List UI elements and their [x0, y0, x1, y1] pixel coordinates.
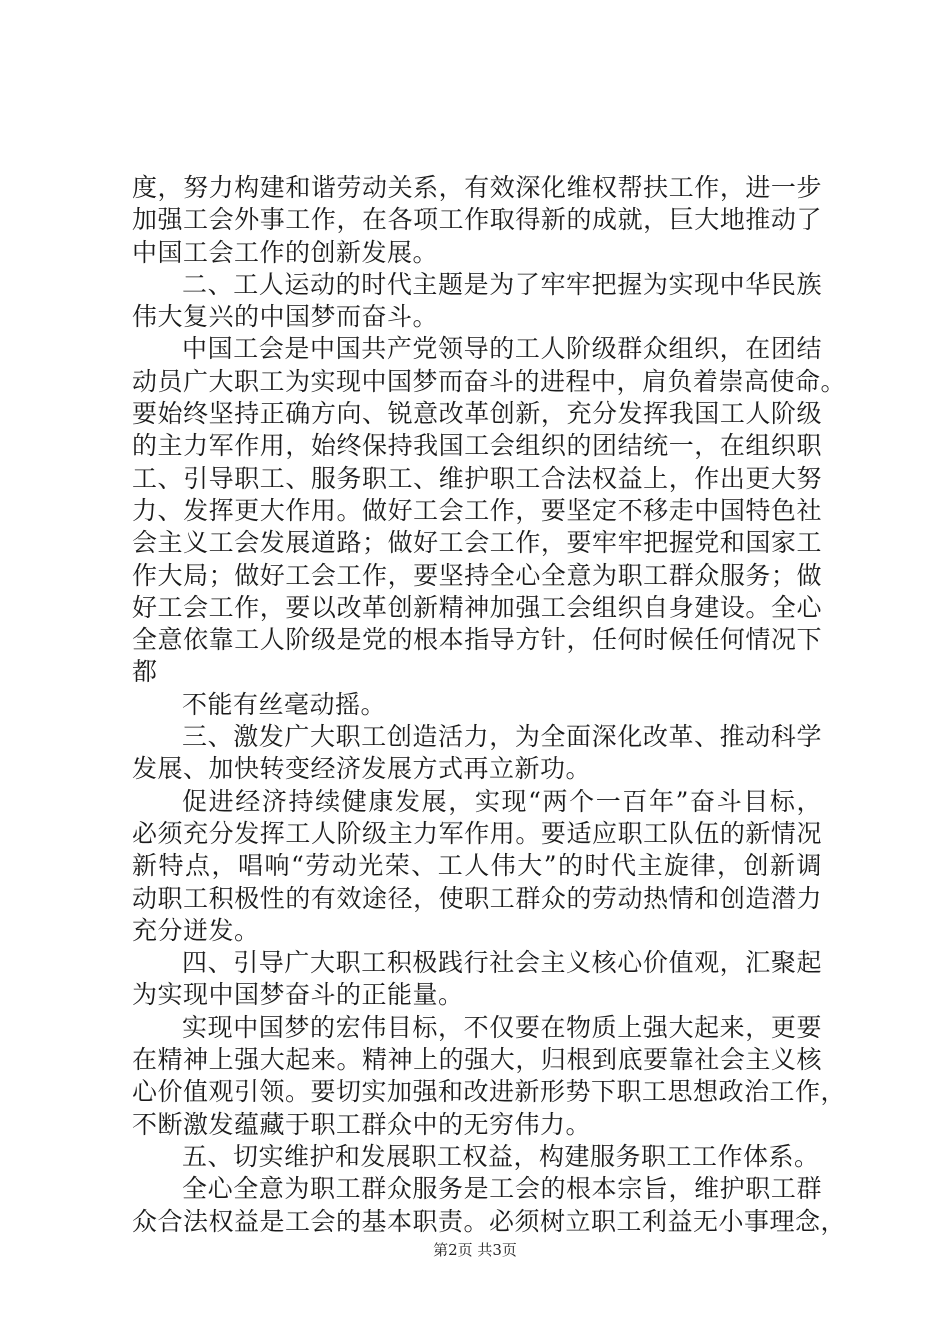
text-line: 作大局；做好工会工作，要坚持全心全意为职工群众服务；做	[132, 560, 822, 590]
text-line: 伟大复兴的中国梦而奋斗。	[132, 302, 439, 332]
text-line: 力、发挥更大作用。做好工会工作，要坚定不移走中国特色社	[132, 495, 822, 525]
text-line: 都	[132, 657, 158, 687]
text-line: 好工会工作，要以改革创新精神加强工会组织自身建设。全心	[132, 592, 822, 622]
text-line: 众合法权益是工会的基本职责。必须树立职工利益无小事理念，	[132, 1206, 847, 1236]
text-line: 动员广大职工为实现中国梦而奋斗的进程中，肩负着崇高使命。	[132, 366, 847, 396]
text-line: 必须充分发挥工人阶级主力军作用。要适应职工队伍的新情况	[132, 818, 822, 848]
text-line: 不能有丝毫动摇。	[182, 689, 387, 719]
text-line: 为实现中国梦奋斗的正能量。	[132, 980, 464, 1010]
text-line: 实现中国梦的宏伟目标，不仅要在物质上强大起来，更要	[182, 1012, 822, 1042]
text-line: 四、引导广大职工积极践行社会主义核心价值观，汇聚起	[182, 948, 822, 978]
text-line: 中国工会是中国共产党领导的工人阶级群众组织，在团结	[182, 334, 822, 364]
text-line: 要始终坚持正确方向、锐意改革创新，充分发挥我国工人阶级	[132, 399, 822, 429]
text-line: 心价值观引领。要切实加强和改进新形势下职工思想政治工作，	[132, 1077, 847, 1107]
text-line: 中国工会工作的创新发展。	[132, 237, 439, 267]
text-line: 二、工人运动的时代主题是为了牢牢把握为实现中华民族	[182, 269, 822, 299]
text-line: 在精神上强大起来。精神上的强大，归根到底要靠社会主义核	[132, 1045, 822, 1075]
document-body	[132, 172, 847, 1238]
text-line: 工、引导职工、服务职工、维护职工合法权益上，作出更大努	[132, 463, 822, 493]
text-line: 促进经济持续健康发展，实现“两个一百年”奋斗目标，	[182, 786, 822, 816]
text-line: 不断激发蕴藏于职工群众中的无穷伟力。	[132, 1109, 592, 1139]
text-line: 五、切实维护和发展职工权益，构建服务职工工作体系。	[182, 1141, 820, 1171]
text-line: 发展、加快转变经济发展方式再立新功。	[132, 754, 592, 784]
text-line: 动职工积极性的有效途径，使职工群众的劳动热情和创造潜力	[132, 883, 822, 913]
text-line: 三、激发广大职工创造活力，为全面深化改革、推动科学	[182, 722, 822, 752]
text-line: 的主力军作用，始终保持我国工会组织的团结统一，在组织职	[132, 431, 822, 461]
text-line: 全意依靠工人阶级是党的根本指导方针，任何时候任何情况下	[132, 625, 822, 655]
text-line: 充分迸发。	[132, 915, 260, 945]
page-footer: 第2页 共3页	[433, 1241, 517, 1259]
text-line: 新特点，唱响“劳动光荣、工人伟大”的时代主旋律，创新调	[132, 851, 822, 881]
text-line: 全心全意为职工群众服务是工会的根本宗旨，维护职工群	[182, 1174, 822, 1204]
text-line: 会主义工会发展道路；做好工会工作，要牢牢把握党和国家工	[132, 528, 822, 558]
text-line: 度，努力构建和谐劳动关系，有效深化维权帮扶工作，进一步	[132, 173, 822, 202]
text-line: 加强工会外事工作，在各项工作取得新的成就，巨大地推动了	[132, 205, 822, 235]
